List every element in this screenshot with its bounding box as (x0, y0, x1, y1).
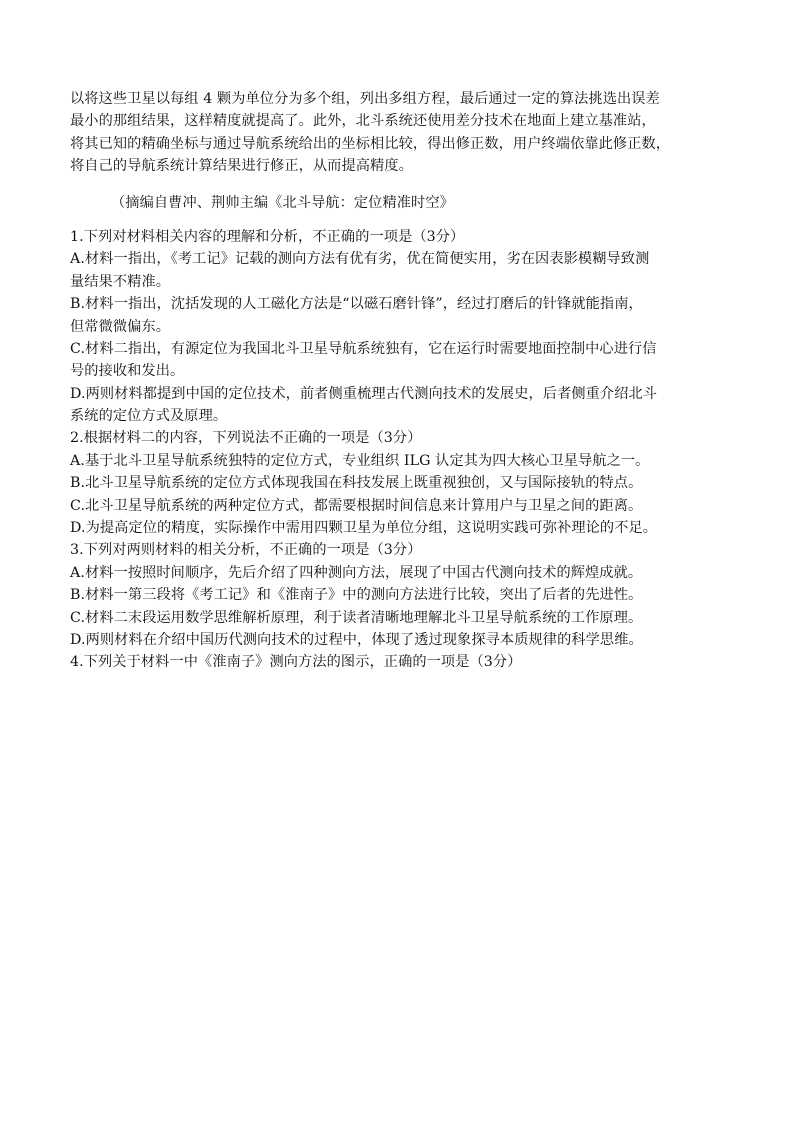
questions-section (70, 226, 724, 674)
passage-line: 将自己的导航系统计算结果进行修正，从而提高精度。 (70, 158, 413, 175)
question-1-option-d-cont: 系统的定位方式及原理。 (70, 408, 228, 425)
source-citation: （摘编自曹冲、荆帅主编《北斗导航：定位精准时空》 (111, 194, 454, 211)
question-2-option-d: D.为提高定位的精度，实际操作中需用四颗卫星为单位分组，这说明实践可弥补理论的不足。 (70, 520, 658, 537)
question-1-stem: 1.下列对材料相关内容的理解和分析，不正确的一项是（3分） (70, 228, 465, 245)
question-1-option-a-cont: 量结果不精准。 (70, 273, 171, 290)
question-1-option-c: C.材料二指出，有源定位为我国北斗卫星导航系统独有，它在运行时需要地面控制中心进行信 (70, 340, 657, 357)
document-page (70, 88, 724, 674)
question-3-option-b: B.材料一第三段将《考工记》和《淮南子》中的测向方法进行比较，突出了后者的先进性。 (70, 587, 643, 604)
question-3-option-d: D.两则材料在介绍中国历代测向技术的过程中，体现了透过现象探寻本质规律的科学思维。 (70, 631, 643, 648)
question-1-option-a: A.材料一指出，《考工记》记载的测向方法有优有劣，优在简便实用，劣在因表影模糊导致测 (70, 251, 650, 268)
question-2-option-b: B.北斗卫星导航系统的定位方式体现我国在科技发展上既重视独创，又与国际接轨的特点。 (70, 475, 643, 492)
passage-line: 将其已知的精确坐标与通过导航系统给出的坐标相比较，得出修正数，用户终端依靠此修正数， (70, 135, 671, 152)
passage-paragraph (70, 88, 724, 178)
passage-line: 以将这些卫星以每组 4 颗为单位分为多个组，列出多组方程，最后通过一定的算法挑选出误差 (70, 91, 660, 107)
question-3-option-a: A.材料一按照时间顺序，先后介绍了四种测向方法，展现了中国古代测向技术的辉煌成就。 (70, 564, 643, 581)
question-1-option-b-cont: 但常微微偏东。 (70, 318, 171, 335)
question-3-stem: 3.下列对两则材料的相关分析，不正确的一项是（3分） (70, 542, 422, 559)
question-2-option-a: A.基于北斗卫星导航系统独特的定位方式，专业组织 ILG 认定其为四大核心卫星导航之一。 (70, 452, 650, 469)
question-1-option-b: B.材料一指出，沈括发现的人工磁化方法是“以磁石磨针锋”，经过打磨后的针锋就能指南， (70, 296, 643, 313)
question-2-stem: 2.根据材料二的内容，下列说法不正确的一项是（3分） (70, 430, 422, 447)
passage-line: 最小的那组结果，这样精度就提高了。此外，北斗系统还使用差分技术在地面上建立基准站， (70, 113, 656, 130)
question-4-stem: 4.下列关于材料一中《淮南子》测向方法的图示，正确的一项是（3分） (70, 654, 522, 671)
question-3-option-c: C.材料二末段运用数学思维解析原理，利于读者清晰地理解北斗卫星导航系统的工作原理。 (70, 609, 643, 626)
question-2-option-c: C.北斗卫星导航系统的两种定位方式，都需要根据时间信息来计算用户与卫星之间的距离。 (70, 497, 643, 514)
question-1-option-d: D.两则材料都提到中国的定位技术，前者侧重梳理古代测向技术的发展史，后者侧重介绍北斗 (70, 385, 658, 402)
question-1-option-c-cont: 号的接收和发出。 (70, 363, 185, 380)
